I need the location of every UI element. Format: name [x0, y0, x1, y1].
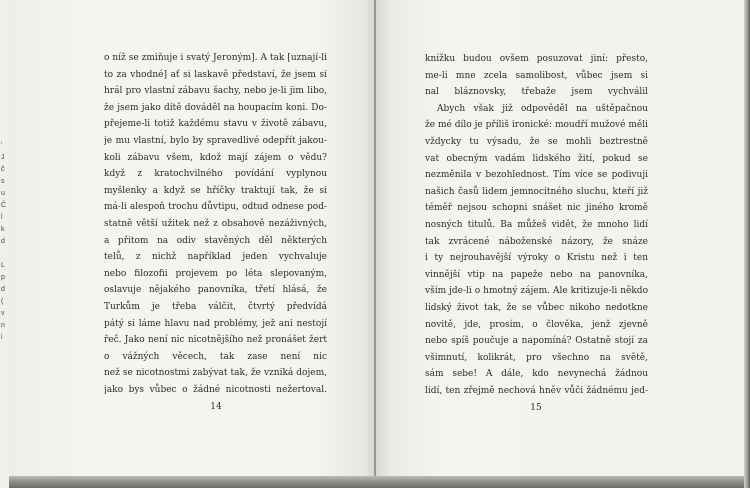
text-line: jako bys vůbec o žádné nicotnosti nežertoval. [104, 384, 327, 395]
text-line: všimnutí, kolikrát, pro všechno na světě, [425, 352, 648, 363]
text-line: o vážných věcech, tak zase není nic [104, 351, 327, 362]
text-line: lidí, ten zřejmě nechová hněv vůči žádnému jed- [425, 385, 648, 396]
text-line: vším jde-li o hmotný zájem. Ale kritizuje-li někdo [425, 286, 648, 297]
text-line: přejeme-li totiž každému stavu v životě zábavu, [104, 119, 327, 130]
text-line: sám sebe! A dále, kdo nevynechá žádnou [425, 369, 648, 380]
page-edge-bottom [9, 476, 744, 488]
text-line: koli zábavu všem, kdož mají zájem o vědu? [104, 152, 327, 163]
text-line: pátý si láme hlavu nad problémy, jež ani nestojí [104, 318, 327, 329]
text-line: nezměnila v bezohlednost. Tím více se podivuji [425, 170, 648, 181]
text-line: nosných titulů. Ba můžeš vidět, že mnoho lidí [425, 219, 648, 230]
paragraph-start-line: Abych však již odpověděl na uštěpačnou [437, 103, 648, 114]
text-line: me-li mne zcela samolibost, vůbec jsem si [425, 70, 648, 81]
text-line: nal bláznovsky, třebaže jsem vychválil [425, 87, 648, 98]
text-line: nebo spíš poučuje a napomíná? Ostatně stojí za [425, 336, 648, 347]
text-line: téměř nejsou schopni snášet nic jiného kromě [425, 203, 648, 214]
left-page [9, 0, 375, 476]
page-edge-right [744, 0, 750, 488]
text-line: lidský život tak, že se vůbec nikoho nedotkne [425, 302, 648, 313]
text-line: tak zvrácené náboženské názory, že snáze [425, 236, 648, 247]
page-number-left: 14 [210, 402, 222, 412]
text-line: telů, z nichž například jeden vychvaluje [104, 252, 327, 263]
text-line: našich časů lidem jemnocitného sluchu, kteří již [425, 186, 648, 197]
text-line: když z kratochvilného povídání vyplynou [104, 169, 327, 180]
text-line: oslavuje nějakého panovníka, třetí hlásá, že [104, 285, 327, 296]
text-line: to za vhodné] ať si laskavě představí, že jsem si [104, 69, 327, 80]
text-line: nebo filozofii projevem po léta slepovaným, [104, 268, 327, 279]
text-line: že jsem jako dítě dováděl na houpacím koni. Do- [104, 102, 327, 113]
text-line: řeč. Jako není nic nicotnějšího než pronášet žert [104, 335, 327, 346]
text-line: i ty nejrouhavější výroky o Kristu než i ten [425, 253, 648, 264]
text-line: hrál pro vlastní zábavu šachy, nebo je-li jim libo, [104, 86, 327, 97]
text-line: vat obecným vadám lidského žití, pokud se [425, 153, 648, 164]
text-line: vždycky tu výsadu, že se mohli beztrestně [425, 136, 648, 147]
text-line: a přitom na odiv stavěných děl některých [104, 235, 327, 246]
text-line: o níž se zmiňuje i svatý Jeroným]. A tak [uznají-li [104, 53, 327, 63]
text-line: je mu vlastní, bylo by spravedlivé odepřít jakou- [104, 135, 327, 146]
text-line: má-li alespoň trochu důvtipu, odtud odnese pod- [104, 202, 327, 213]
text-line: knížku budou ovšem posuzovat jiní: přesto, [425, 54, 648, 64]
text-line: novitě, jde, prosím, o člověka, jenž zjevně [425, 319, 648, 330]
page-number-right: 15 [530, 403, 542, 413]
text-line: Turkům je třeba válčit, čtvrtý předvídá [104, 301, 327, 312]
right-page [376, 0, 744, 476]
text-line: statně větší užitek než z obsahově nezáživných, [104, 218, 327, 229]
right-page-text [425, 51, 648, 399]
text-line: myšlenky a když se hříčky traktují tak, že si [104, 185, 327, 196]
left-page-text [104, 50, 327, 398]
underlying-page-strip [0, 0, 9, 488]
underlying-page-letters: ' J č s u Č l k d L p d ( v n i [1, 142, 7, 341]
text-line: že mé dílo je příliš ironické: moudří mužové měli [425, 120, 648, 131]
text-line: než se nicotnostmi zabývat tak, že vzniká dojem, [104, 368, 327, 379]
text-line: vinnější vtip na papeže nebo na panovníka, [425, 269, 648, 280]
